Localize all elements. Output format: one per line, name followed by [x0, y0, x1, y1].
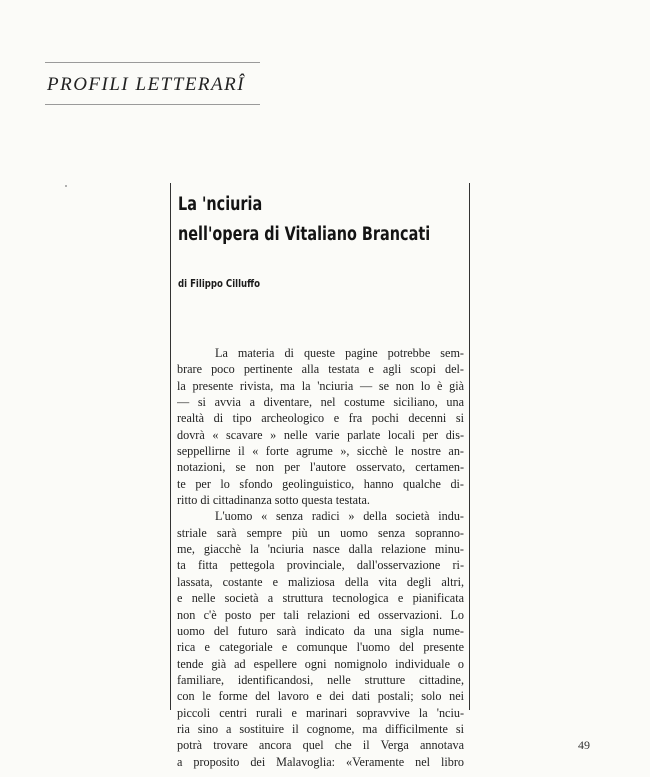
body-line: striale sarà sempre più un uomo senza sopranno-: [177, 525, 464, 540]
body-line: tende già ad espellere ogni nomignolo individuale o: [177, 656, 464, 671]
body-line: familiare, identificandosi, nelle strutture cittadine,: [177, 672, 464, 687]
body-line: non c'è posto per tali relazioni ed osservazioni. Lo: [177, 607, 464, 622]
body-line: — si avvia a diventare, nel costume siciliano, una: [177, 395, 464, 410]
body-line: e nelle società a struttura tecnologica e pianificata: [177, 591, 464, 606]
body-line: piccoli centri rurali e marinari sopravvive la 'nciu-: [177, 705, 464, 720]
article-title-line-2: nell'opera di Vitaliano Brancati: [178, 224, 431, 245]
body-line: lassata, costante e maliziosa della vita degli altri,: [177, 574, 464, 589]
body-line: dovrà « scavare » nelle varie parlate locali per dis-: [177, 427, 464, 442]
body-line: seppellirne il « forte agrume », sicchè le nostre an-: [177, 444, 464, 459]
scan-speck: [65, 185, 67, 187]
body-line: ta fitta pettegola provinciale, dall'osservazione ri-: [177, 558, 464, 573]
body-line: L'uomo « senza radici » della società indu-: [215, 509, 464, 524]
article-byline: di Filippo Cilluffo: [178, 277, 260, 290]
body-line: ria sino a sostituire il cognome, ma difficilmente si: [177, 721, 464, 736]
section-rule-bottom: [45, 104, 260, 105]
body-line: rica e categoriale e comunque l'uomo del presente: [177, 640, 464, 655]
article-body: [177, 345, 464, 770]
section-label: PROFILI LETTERARÎ: [47, 74, 246, 95]
page-number: 49: [578, 738, 590, 752]
body-line: notazioni, se non per l'autore osservato, certamen-: [177, 460, 464, 475]
article-title-line-1: La 'nciuria: [178, 194, 263, 215]
body-line: me, giacchè la 'nciuria nasce dalla relazione minu-: [177, 542, 464, 557]
body-line: realtà di tipo archeologico e fra pochi decenni si: [177, 411, 464, 426]
body-line: brare poco pertinente alla testata e agli scopi del-: [177, 362, 464, 377]
article-title: [178, 190, 430, 250]
body-line: la presente rivista, ma la 'nciuria — se non lo è già: [177, 378, 464, 393]
body-line: te per lo sfondo geolinguistico, hanno qualche di-: [177, 476, 464, 491]
body-line: con le forme del lavoro e dei dati postali; solo nei: [177, 689, 464, 704]
body-line: La materia di queste pagine potrebbe sem-: [215, 346, 464, 360]
body-line: potrà trovare ancora quel che il Verga annotava: [177, 738, 464, 753]
body-line: a proposito dei Malavoglia: «Veramente nel libro: [177, 754, 464, 769]
body-line: ritto di cittadinanza sotto questa testata.: [177, 493, 370, 508]
section-rule-top: [45, 62, 260, 63]
body-line: uomo del futuro sarà indicato da una sigla nume-: [177, 623, 464, 638]
